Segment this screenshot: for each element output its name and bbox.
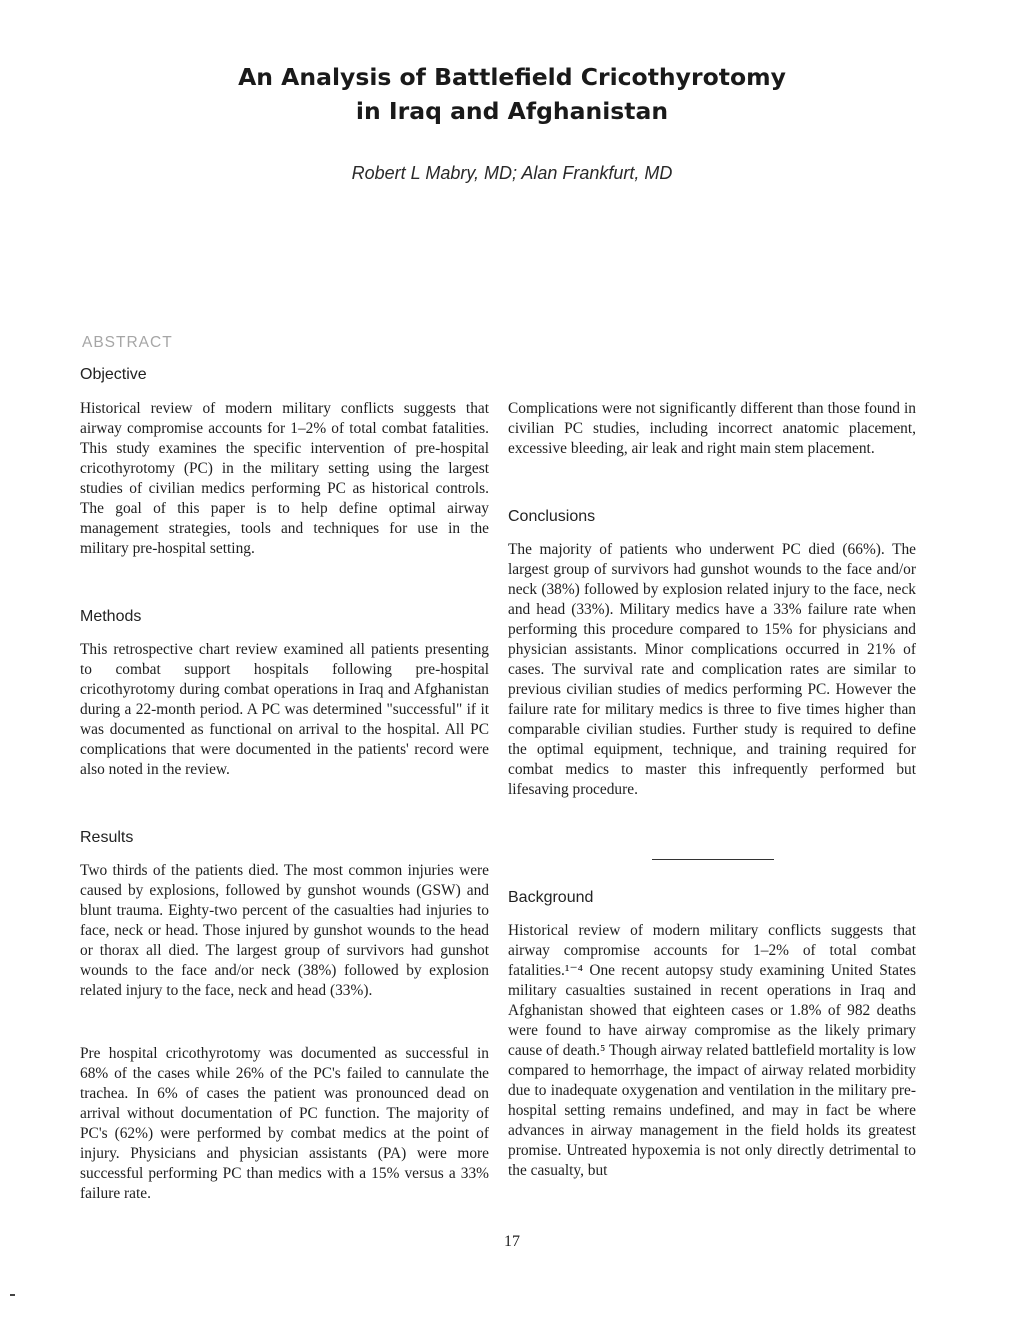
methods-heading: Methods: [80, 608, 142, 625]
results-heading: Results: [80, 829, 134, 846]
results-paragraph-2: Pre hospital cricothyrotomy was documented as successful in 68% of the cases while 26% of the PC's failed to cannulate the trachea. In 6% of cases the patient was pronounced dead on arrival without documentation of PC function. The majority of PC's (62%) were performed by combat medics at the point of injury. Physicians and physician assistants (PA) were more successful performing PC than medics with a 15% versus a 33% failure rate.: [80, 1045, 489, 1202]
background-heading: Background: [508, 889, 594, 906]
results-paragraph-1: Two thirds of the patients died. The most common injuries were caused by explosions, followed by gunshot wounds (GSW) and blunt trauma. Eighty-two percent of the casualties had injuries to face, neck or head. Those injured by gunshot wounds to the head or thorax all died. The largest group of survivors had gunshot wounds to the face and/or neck (38%) followed by explosion related injury to the face, neck and head (33%).: [80, 862, 489, 999]
title-line-1: An Analysis of Battlefield Cricothyrotomy: [238, 63, 786, 91]
title-line-2: in Iraq and Afghanistan: [355, 97, 669, 125]
author-list: Robert L Mabry, MD; Alan Frankfurt, MD: [351, 163, 673, 183]
background-paragraph: Historical review of modern military conflicts suggests that airway compromise accounts for 1–2% of total combat fatalities.¹⁻⁴ One recent autopsy study examining United States military casualties sustained in recent operations in Iraq and Afghanistan showed that eighteen cases or 1.8% of 982 deaths were found to have airway compromise as the likely primary cause of death.⁵ Though airway related battlefield mortality is low compared to hemorrhage, the impact of airway related morbidity due to inadequate oxygenation and ventilation in the military pre-hospital setting remains undefined, and may in fact be where advances in airway management in the field holds its greatest promise. Untreated hypoxemia is not only directly detrimental to the casualty, but: [508, 922, 916, 1179]
results-paragraph-3: Complications were not significantly different than those found in civilian PC studies, including incorrect anatomic placement, excessive bleeding, air leak and right main stem placement.: [508, 400, 916, 457]
conclusions-paragraph: The majority of patients who underwent PC died (66%). The largest group of survivors had gunshot wounds to the face and/or neck (38%) followed by explosion related injury to the face, neck and head (33%). Military medics have a 33% failure rate when performing this procedure compared to 15% for physicians and physician assistants. Minor complications occurred in 21% of cases. The survival rate and complication rates are similar to previous civilian studies of medics performing PC. However the failure rate for military medics is three to five times higher than comparable civilian studies. Further study is required to define the optimal equipment, technique, and training required for combat medics to master this infrequently performed but lifesaving procedure.: [508, 541, 916, 798]
objective-heading: Objective: [80, 366, 147, 383]
page-number: 17: [504, 1233, 520, 1250]
paper-title: [0, 60, 1024, 128]
conclusions-heading: Conclusions: [508, 508, 596, 525]
objective-paragraph: Historical review of modern military conflicts suggests that airway compromise accounts for 1–2% of total combat fatalities. This study examines the specific intervention of pre-hospital cricothyrotomy (PC) in the military setting using the largest studies of civilian medics performing PC as historical controls. The goal of this paper is to help define optimal airway management strategies, tools and techniques for use in the military pre-hospital setting.: [80, 400, 489, 557]
abstract-label: ABSTRACT: [82, 334, 173, 351]
section-divider: [652, 859, 774, 860]
methods-paragraph: This retrospective chart review examined all patients presenting to combat support hospitals following pre-hospital cricothyrotomy during combat operations in Iraq and Afghanistan during a 22-month period. A PC was determined "successful" if it was documented as functional on arrival to the hospital. All PC complications that were documented in the patients' record were also noted in the review.: [80, 641, 489, 778]
scan-mark: [10, 1294, 15, 1296]
